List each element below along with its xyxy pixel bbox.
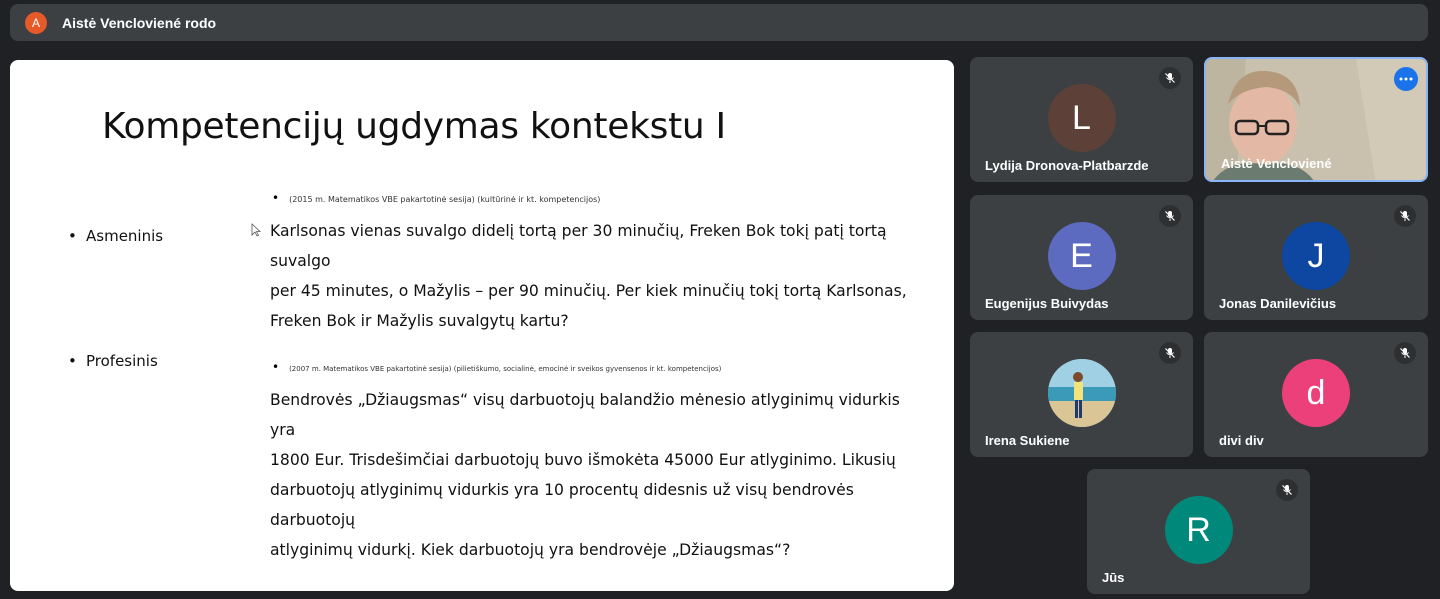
presenter-avatar: A xyxy=(25,12,47,34)
bullet-profesinis: • Profesinis xyxy=(68,352,158,370)
problem-1 xyxy=(270,216,910,336)
problem-2 xyxy=(270,385,910,565)
participant-name: Lydija Dronova-Platbarzde xyxy=(985,158,1149,173)
avatar: E xyxy=(1048,222,1116,290)
participant-tile-self[interactable] xyxy=(1087,469,1310,594)
bullet-asmeninis: • Asmeninis xyxy=(68,227,164,245)
problem-line: darbuotojų atlyginimų vidurkis yra 10 procentų didesnis už visų bendrovės darbuotojų xyxy=(270,481,854,529)
participant-name: Jūs xyxy=(1102,570,1125,585)
participant-tile[interactable] xyxy=(970,195,1193,320)
participant-tile[interactable] xyxy=(970,57,1193,182)
participant-tile[interactable] xyxy=(970,332,1193,457)
source-note-1: • (2015 m. Matematikos VBE pakartotinė sesija) (kultūrinė ir kt. kompetencijos) xyxy=(272,191,601,205)
problem-line: per 45 minutes, o Mažylis – per 90 minučių. Per kiek minučių tokį tortą Karlsonas, xyxy=(270,282,907,300)
participant-name: Jonas Danilevičius xyxy=(1219,296,1337,311)
avatar-photo xyxy=(1048,359,1116,427)
avatar: R xyxy=(1165,496,1233,564)
more-options-icon[interactable] xyxy=(1394,67,1418,91)
bullet-dot: • xyxy=(68,352,77,370)
bullet-dot: • xyxy=(272,191,280,205)
avatar: J xyxy=(1282,222,1350,290)
mic-off-icon xyxy=(1394,205,1416,227)
participant-tile-active-speaker[interactable] xyxy=(1204,57,1428,182)
mic-off-icon xyxy=(1394,342,1416,364)
mic-off-icon xyxy=(1159,205,1181,227)
avatar: d xyxy=(1282,359,1350,427)
problem-line: 1800 Eur. Trisdešimčiai darbuotojų buvo išmokėta 45000 Eur atlyginimo. Likusių xyxy=(270,451,896,469)
participant-name: Eugenijus Buivydas xyxy=(985,296,1109,311)
source-note-2: • (2007 m. Matematikos VBE pakartotinė sesija) (pilietiškumo, socialinė, emocinė ir sveikos gyvensenos ir kt. kompetencijos) xyxy=(272,360,722,374)
problem-line: Bendrovės „Džiaugsmas“ visų darbuotojų balandžio mėnesio atlyginimų vidurkis yra xyxy=(270,391,900,439)
participant-name: Irena Sukiene xyxy=(985,433,1070,448)
problem-line: Karlsonas vienas suvalgo didelį tortą per 30 minučių, Freken Bok tokį patį tortą suvalgo xyxy=(270,222,887,270)
presentation-slide xyxy=(10,60,954,591)
slide-title: Kompetencijų ugdymas kontekstu I xyxy=(102,106,726,147)
mouse-cursor-icon xyxy=(251,223,261,237)
bullet-dot: • xyxy=(272,360,280,374)
presenting-label: Aistė Vencloviené rodo xyxy=(62,14,217,31)
presenting-bar xyxy=(10,4,1428,41)
avatar: L xyxy=(1048,84,1116,152)
bullet-dot: • xyxy=(68,227,77,245)
mic-off-icon xyxy=(1276,479,1298,501)
mic-off-icon xyxy=(1159,342,1181,364)
mic-off-icon xyxy=(1159,67,1181,89)
participant-tile[interactable] xyxy=(1204,195,1428,320)
participant-name: Aistė Vencloviené xyxy=(1221,156,1332,171)
participant-name: divi div xyxy=(1219,433,1264,448)
problem-line: atlyginimų vidurkį. Kiek darbuotojų yra bendrovėje „Džiaugsmas“? xyxy=(270,541,791,559)
participant-tile[interactable] xyxy=(1204,332,1428,457)
problem-line: Freken Bok ir Mažylis suvalgytų kartu? xyxy=(270,312,569,330)
